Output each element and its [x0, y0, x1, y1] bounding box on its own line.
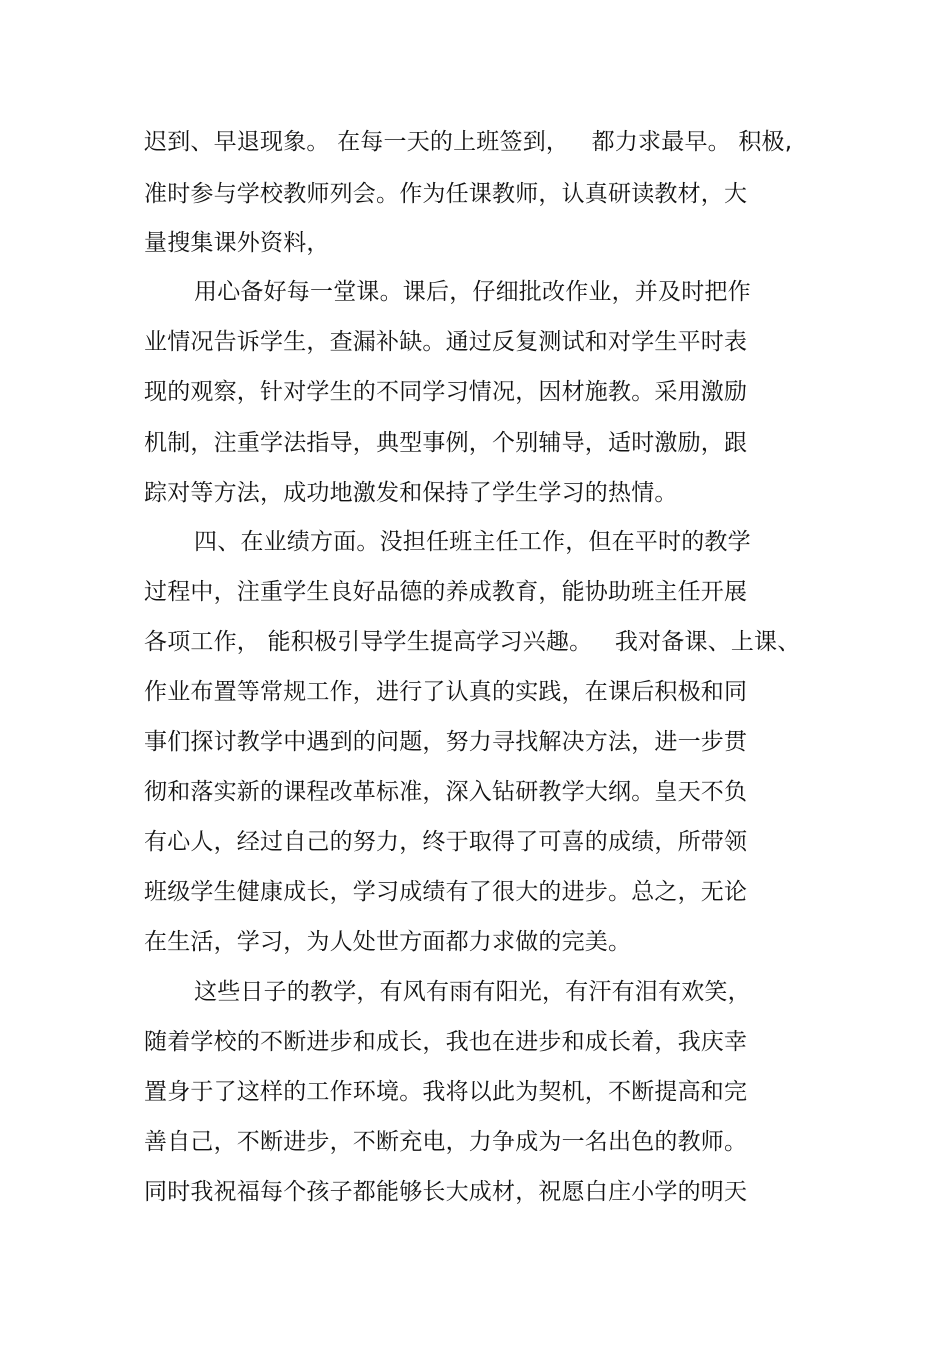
text-line: 业情况告诉学生，查漏补缺。通过反复测试和对学生平时表 — [144, 329, 748, 355]
text-line: 过程中，注重学生良好品德的养成教育，能协助班主任开展 — [144, 579, 748, 605]
paragraph-start-line: 用心备好每一堂课。课后，仔细批改作业，并及时把作 — [194, 279, 751, 305]
text-line: 迟到、早退现象。 在每一天的上班签到， 都力求最早。 积极, — [144, 129, 793, 155]
text-line: 善自己，不断进步，不断充电，力争成为一名出色的教师。 — [144, 1129, 748, 1155]
paragraph-start-line: 四、在业绩方面。没担任班主任工作，但在平时的教学 — [194, 529, 751, 555]
text-line: 随着学校的不断进步和成长，我也在进步和成长着，我庆幸 — [144, 1029, 748, 1055]
text-line: 准时参与学校教师列会。作为任课教师，认真研读教材，大 — [144, 181, 748, 207]
text-line: 量搜集课外资料， — [144, 230, 330, 256]
text-line: 彻和落实新的课程改革标准，深入钻研教学大纲。皇天不负 — [144, 779, 748, 805]
text-line: 机制，注重学法指导，典型事例，个别辅导，适时激励，跟 — [144, 430, 748, 456]
text-line: 有心人，经过自己的努力，终于取得了可喜的成绩，所带领 — [144, 829, 748, 855]
text-line: 踪对等方法，成功地激发和保持了学生学习的热情。 — [144, 480, 678, 506]
text-line: 同时我祝福每个孩子都能够长大成材，祝愿白庄小学的明天 — [144, 1179, 748, 1205]
text-line: 作业布置等常规工作，进行了认真的实践，在课后积极和同 — [144, 679, 748, 705]
paragraph-start-line: 这些日子的教学，有风有雨有阳光，有汗有泪有欢笑， — [194, 979, 751, 1005]
text-line: 各项工作， 能积极引导学生提高学习兴趣。 我对备课、上课、 — [144, 629, 801, 655]
text-line: 现的观察，针对学生的不同学习情况，因材施教。采用激励 — [144, 379, 748, 405]
text-line: 班级学生健康成长，学习成绩有了很大的进步。总之，无论 — [144, 879, 748, 905]
text-line: 在生活，学习，为人处世方面都力求做的完美。 — [144, 929, 632, 955]
text-line: 事们探讨教学中遇到的问题，努力寻找解决方法，进一步贯 — [144, 729, 748, 755]
text-line: 置身于了这样的工作环境。我将以此为契机，不断提高和完 — [144, 1079, 748, 1105]
